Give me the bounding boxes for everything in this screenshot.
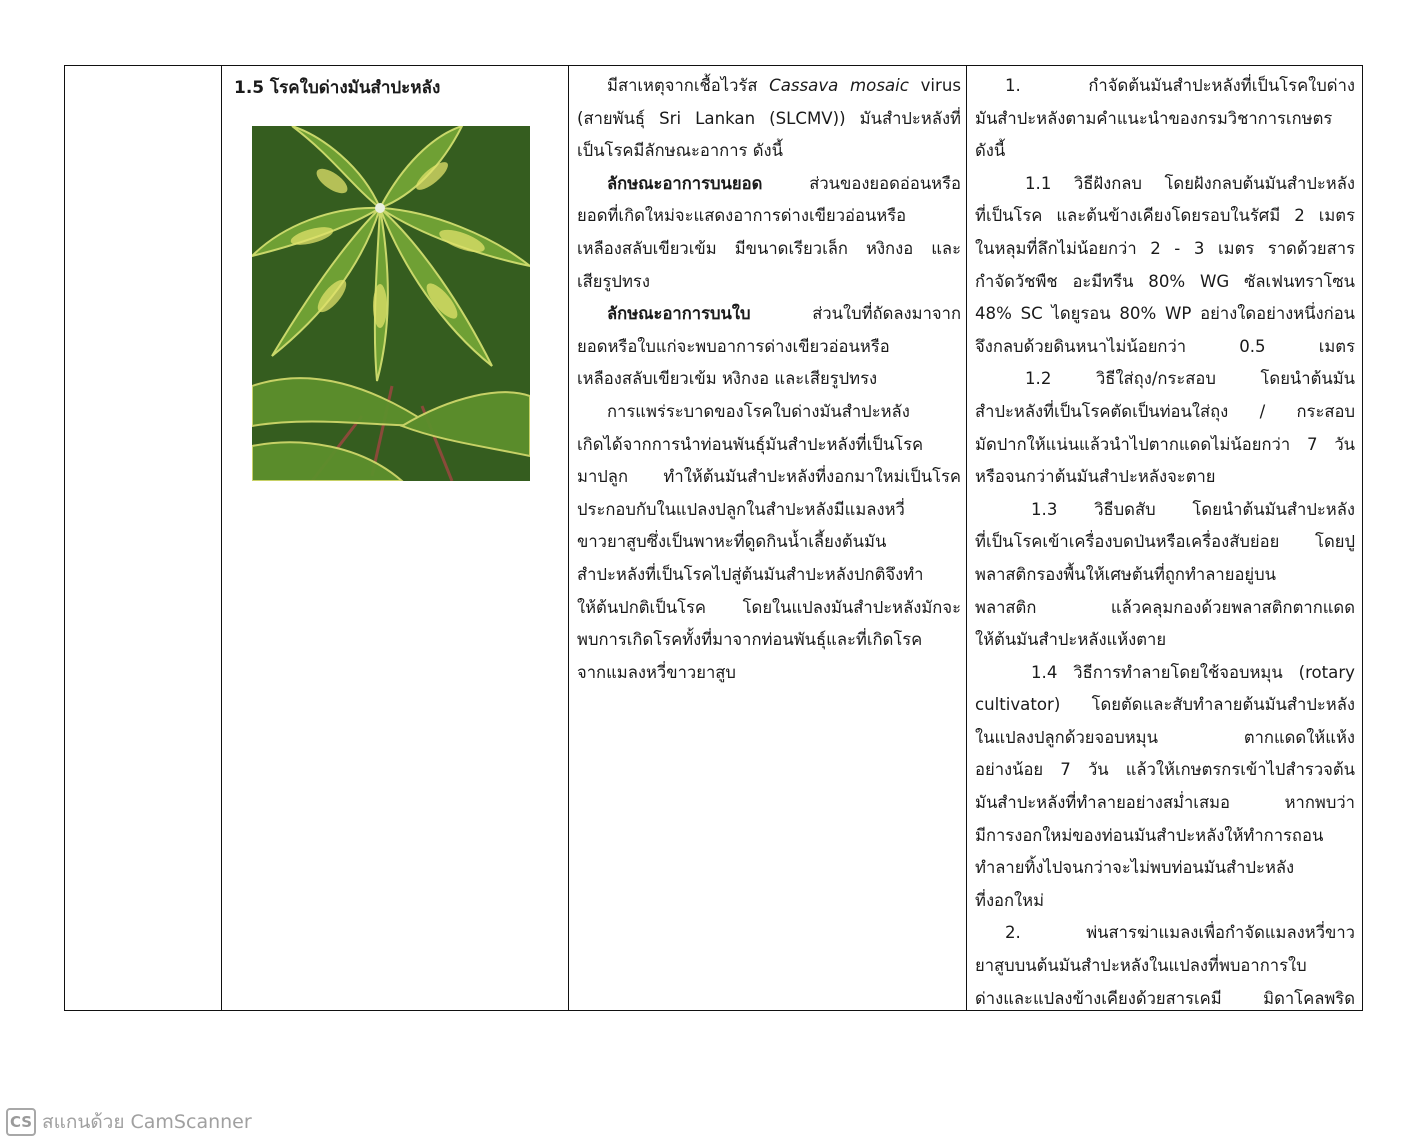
control-line: ที่งอกใหม่: [975, 890, 1045, 910]
control-line: มีการงอกใหม่ของท่อนมันสำปะหลังให้ทำการถอน: [975, 825, 1324, 845]
symptoms-line: เกิดได้จากการนำท่อนพันธุ์มันสำปะหลังที่เป็นโรค: [577, 434, 924, 454]
control-line: พลาสติก แล้วคลุมกองด้วยพลาสติกตากแดด: [975, 597, 1355, 617]
symptoms-line: ประกอบกับในแปลงปลูกในสำปะหลังมีแมลงหวี่: [577, 499, 905, 519]
control-line: สำปะหลังที่เป็นโรคตัดเป็นท่อนใส่ถุง / กระสอบ: [975, 401, 1355, 421]
control-line: 1.2 วิธีใส่ถุง/กระสอบ โดยนำต้นมัน: [1025, 369, 1355, 389]
symptoms-line: มาปลูก ทำให้ต้นมันสำปะหลังที่งอกมาใหม่เป็นโรค: [577, 467, 961, 487]
control-line: ทำลายทิ้งไปจนกว่าจะไม่พบท่อนมันสำปะหลัง: [975, 858, 1295, 878]
control-line: 2. พ่นสารฆ่าแมลงเพื่อกำจัดแมลงหวี่ขาว: [1005, 923, 1355, 943]
control-line: ในหลุมที่ลึกไม่น้อยกว่า 2 - 3 เมตร ราดด้วยสาร: [975, 238, 1355, 258]
control-line: มัดปากให้แน่นแล้วนำไปตากแดดไม่น้อยกว่า 7 วัน: [975, 434, 1355, 454]
symptoms-line: เป็นโรคมีลักษณะอาการ ดังนี้: [577, 141, 783, 161]
symptoms-line: ให้ต้นปกติเป็นโรค โดยในแปลงมันสำปะหลังมักจะ: [577, 597, 961, 617]
camscanner-watermark: [6, 1107, 252, 1137]
watermark-text: สแกนด้วย CamScanner: [42, 1111, 252, 1133]
content-table: [64, 65, 1363, 1011]
control-line: ที่เป็นโรค และต้นข้างเคียงโดยรอบในรัศมี 2 เมตร: [975, 206, 1355, 226]
symptoms-line: เหลืองสลับเขียวเข้ม มีขนาดเรียวเล็ก หงิกงอ และ: [577, 238, 961, 258]
symptoms-line: ขาวยาสูบซึ่งเป็นพาหะที่ดูดกินน้ำเลี้ยงต้นมัน: [577, 532, 887, 552]
symptoms-line: พบการเกิดโรคทั้งที่มาจากท่อนพันธุ์และที่เกิดโรค: [577, 630, 923, 650]
symptoms-text: [577, 70, 961, 689]
control-line: หรือจนกว่าต้นมันสำปะหลังจะตาย: [975, 467, 1216, 487]
control-line: 1. กำจัดต้นมันสำปะหลังที่เป็นโรคใบด่าง: [1005, 76, 1355, 95]
control-line: ดังนี้: [975, 141, 1006, 161]
control-line: พลาสติกรองพื้นให้เศษต้นที่ถูกทำลายอยู่บน: [975, 564, 1277, 584]
virus-name: Cassava mosaic: [769, 76, 909, 95]
control-line: ยาสูบบนต้นมันสำปะหลังในแปลงที่พบอาการใบ: [975, 956, 1307, 976]
control-line: 1.1 วิธีฝังกลบ โดยฝังกลบต้นมันสำปะหลัง: [1025, 173, 1355, 193]
camscanner-logo-icon: CS: [6, 1108, 36, 1136]
control-line: ด่างและแปลงข้างเคียงด้วยสารเคมี มิดาโคลพริด: [975, 988, 1355, 1008]
symptoms-line: มีสาเหตุจากเชื้อไวรัส Cassava mosaic virus: [607, 76, 961, 95]
symptoms-line: เสียรูปทรง: [577, 271, 650, 291]
control-line: อย่างน้อย 7 วัน แล้วให้เกษตรกรเข้าไปสำรวจต้น: [975, 760, 1355, 780]
disease-column: [222, 66, 569, 1010]
control-line: กำจัดวัชพืช อะมีทรีน 80% WG ซัลเฟนทราโซน: [975, 271, 1355, 291]
control-line: จึงกลบด้วยดินหนาไม่น้อยกว่า 0.5 เมตร: [975, 336, 1355, 356]
control-line: cultivator) โดยตัดและสับทำลายต้นมันสำปะหลัง: [975, 695, 1355, 715]
control-column: [967, 66, 1364, 1010]
cassava-mosaic-photo: [252, 126, 530, 481]
leaf-illustration: [252, 126, 530, 481]
symptoms-line: ยอดที่เกิดใหม่จะแสดงอาการด่างเขียวอ่อนหรือ: [577, 206, 907, 226]
symptoms-line: สำปะหลังที่เป็นโรคไปสู่ต้นมันสำปะหลังปกติจึงทำ: [577, 564, 924, 584]
symptoms-line: การแพร่ระบาดของโรคใบด่างมันสำปะหลัง: [607, 401, 910, 421]
leaf-symptoms-label: ลักษณะอาการบนใบ: [607, 304, 751, 324]
control-line: ในแปลงปลูกด้วยจอบหมุน ตากแดดให้แห้ง: [975, 727, 1355, 747]
symptoms-line: ยอดหรือใบแก่จะพบอาการด่างเขียวอ่อนหรือ: [577, 336, 890, 356]
symptoms-line: (สายพันธุ์ Sri Lankan (SLCMV)) มันสำปะหลังที่: [577, 108, 961, 128]
control-line: ให้ต้นมันสำปะหลังแห้งตาย: [975, 630, 1167, 650]
symptoms-line: ลักษณะอาการบนยอด ส่วนของยอดอ่อนหรือ: [607, 173, 961, 193]
symptoms-line: ลักษณะอาการบนใบ ส่วนใบที่ถัดลงมาจาก: [607, 304, 961, 324]
control-text: [975, 70, 1355, 1015]
shoot-symptoms-label: ลักษณะอาการบนยอด: [607, 173, 763, 193]
control-line: 48% SC ไดยูรอน 80% WP อย่างใดอย่างหนึ่งก่อน: [975, 304, 1355, 324]
control-line: ที่เป็นโรคเข้าเครื่องบดป่นหรือเครื่องสับย่อย โดยปู: [975, 532, 1355, 552]
disease-heading: 1.5 โรคใบด่างมันสำปะหลัง: [234, 78, 441, 98]
symptoms-column: [569, 66, 967, 1010]
symptoms-line: เหลืองสลับเขียวเข้ม หงิกงอ และเสียรูปทรง: [577, 369, 878, 389]
control-line: 1.4 วิธีการทำลายโดยใช้จอบหมุน (rotary: [1031, 662, 1355, 682]
control-line: 1.3 วิธีบดสับ โดยนำต้นมันสำปะหลัง: [1031, 499, 1355, 519]
empty-column: [65, 66, 222, 1010]
control-line: มันสำปะหลังตามคำแนะนำของกรมวิชาการเกษตร: [975, 108, 1333, 128]
symptoms-line: จากแมลงหวี่ขาวยาสูบ: [577, 662, 736, 682]
control-line: มันสำปะหลังที่ทำลายอย่างสม่ำเสมอ หากพบว่า: [975, 793, 1355, 813]
